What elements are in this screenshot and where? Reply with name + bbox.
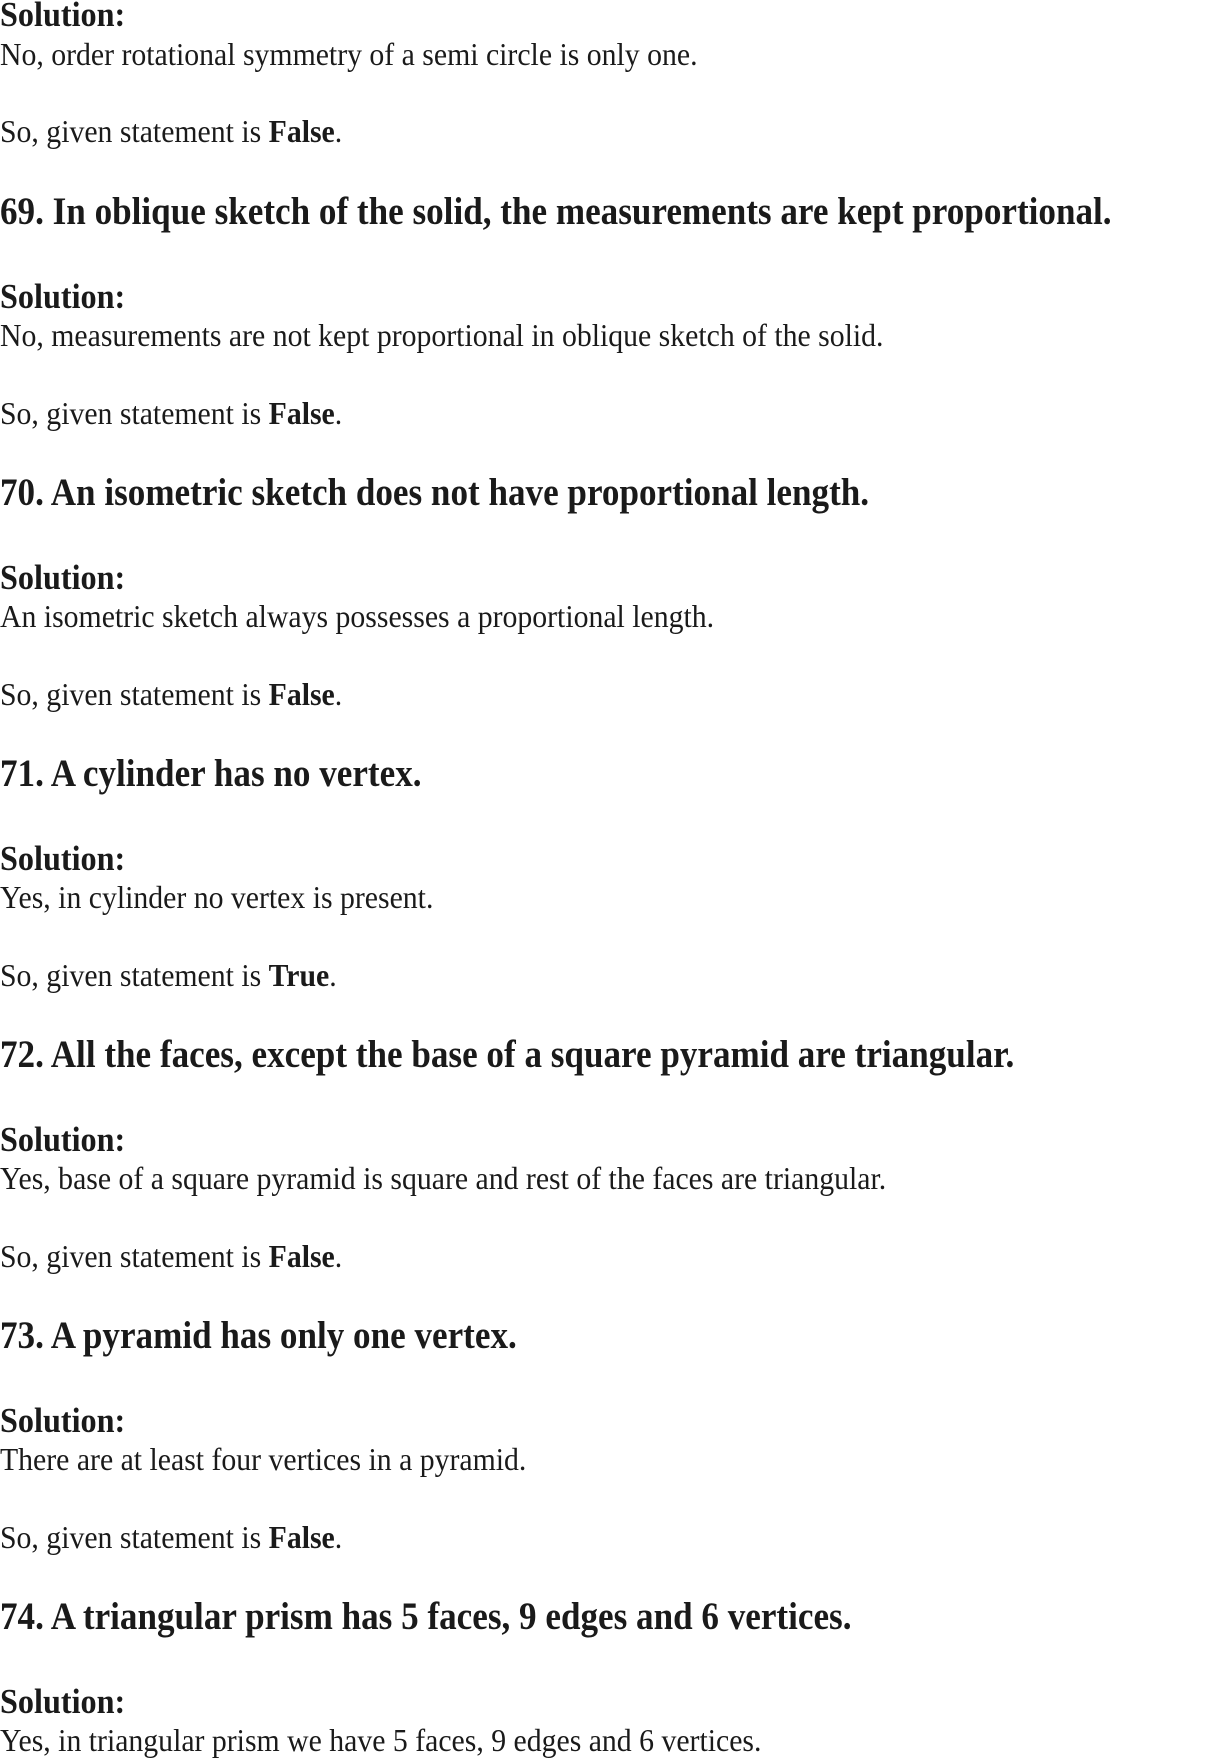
conclusion-end: . <box>334 1519 343 1556</box>
question-title: 70. An isometric sketch does not have proportional length. <box>0 470 870 514</box>
conclusion <box>0 1519 343 1556</box>
verdict: False <box>268 676 335 713</box>
solution-label: Solution: <box>0 1681 126 1721</box>
conclusion-end: . <box>334 113 343 150</box>
question-title: 74. A triangular prism has 5 faces, 9 edges and 6 vertices. <box>0 1594 852 1638</box>
question-title: 71. A cylinder has no vertex. <box>0 751 422 795</box>
solution-label: Solution: <box>0 557 126 597</box>
verdict: False <box>268 113 335 150</box>
conclusion <box>0 676 343 713</box>
conclusion <box>0 957 337 994</box>
question-title: 73. A pyramid has only one vertex. <box>0 1313 517 1357</box>
verdict: True <box>268 957 330 994</box>
conclusion-end: . <box>334 676 343 713</box>
question-title: 69. In oblique sketch of the solid, the measurements are kept proportional. <box>0 189 1112 233</box>
solution-answer: Yes, base of a square pyramid is square and rest of the faces are triangular. <box>0 1160 887 1197</box>
conclusion-text: So, given statement is <box>0 1519 269 1556</box>
solution-label: Solution: <box>0 276 126 316</box>
solution-answer: Yes, in cylinder no vertex is present. <box>0 879 434 916</box>
verdict: False <box>268 395 335 432</box>
solution-answer: Yes, in triangular prism we have 5 faces, 9 edges and 6 vertices. <box>0 1722 762 1759</box>
solution-answer: There are at least four vertices in a pyramid. <box>0 1441 527 1478</box>
verdict: False <box>268 1238 335 1275</box>
conclusion <box>0 395 343 432</box>
solution-answer: No, order rotational symmetry of a semi circle is only one. <box>0 36 698 73</box>
conclusion-end: . <box>329 957 337 994</box>
solution-label: Solution: <box>0 1119 126 1159</box>
solution-answer: No, measurements are not kept proportional in oblique sketch of the solid. <box>0 317 884 354</box>
solution-label: Solution: <box>0 838 126 878</box>
solution-label: Solution: <box>0 1400 126 1440</box>
conclusion-end: . <box>334 395 343 432</box>
conclusion-text: So, given statement is <box>0 676 269 713</box>
solution-answer: An isometric sketch always possesses a proportional length. <box>0 598 715 635</box>
question-title: 72. All the faces, except the base of a square pyramid are triangular. <box>0 1032 1015 1076</box>
conclusion-text: So, given statement is <box>0 1238 269 1275</box>
conclusion-text: So, given statement is <box>0 395 269 432</box>
conclusion-text: So, given statement is <box>0 113 269 150</box>
conclusion <box>0 1238 343 1275</box>
solution-label: Solution: <box>0 0 126 34</box>
conclusion-end: . <box>334 1238 343 1275</box>
conclusion <box>0 113 343 150</box>
conclusion-text: So, given statement is <box>0 957 269 994</box>
verdict: False <box>268 1519 335 1556</box>
